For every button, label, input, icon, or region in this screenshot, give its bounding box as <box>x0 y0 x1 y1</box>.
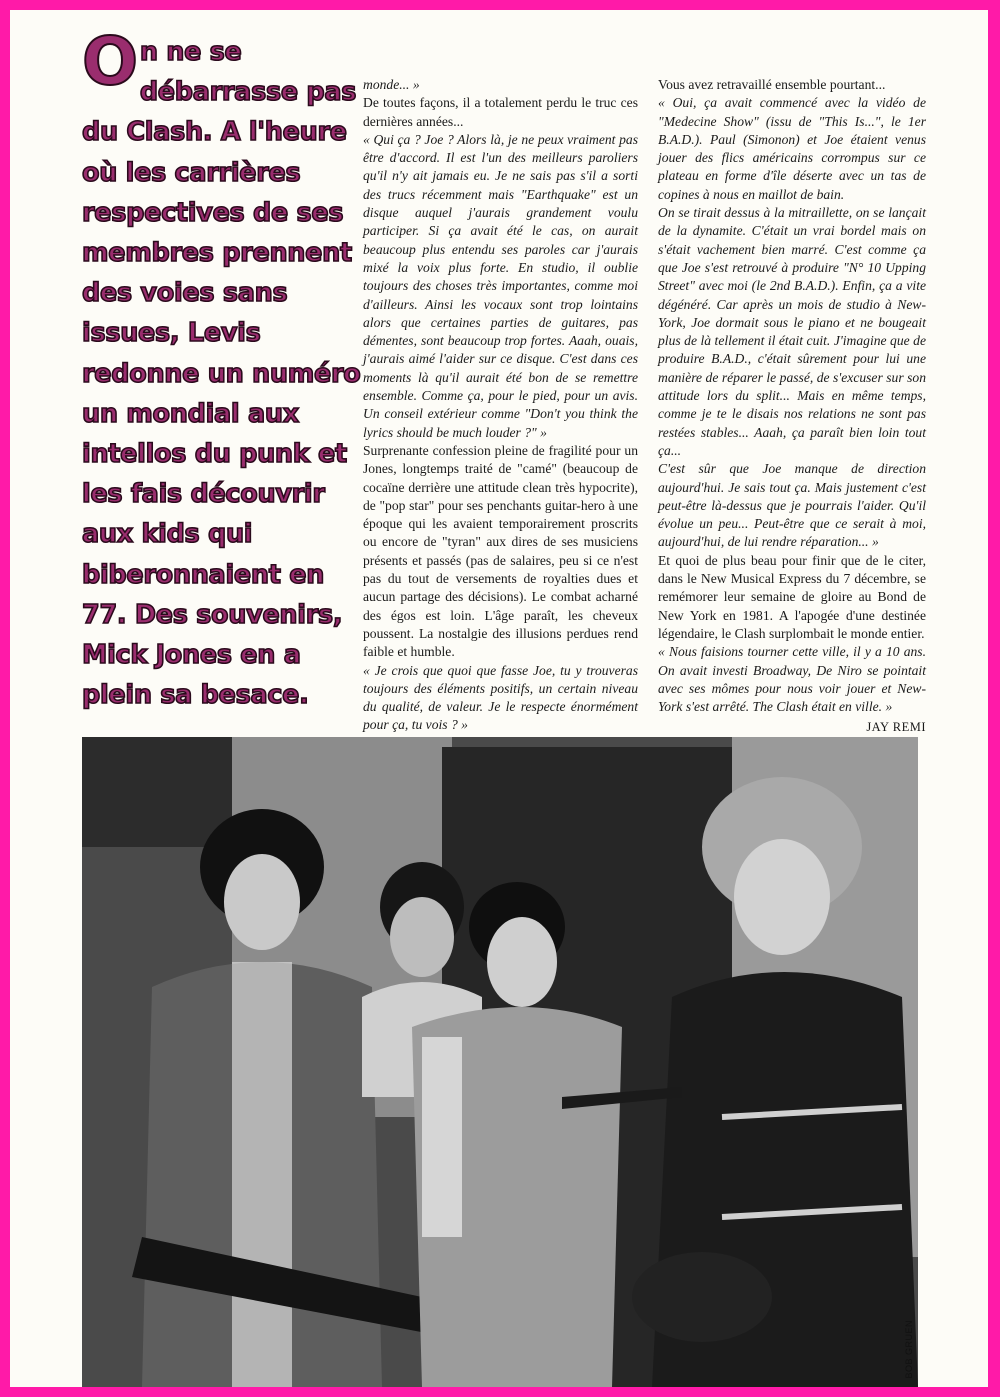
person-2-face <box>390 897 454 977</box>
person-3-face <box>487 917 557 1007</box>
col2-paragraph-6: « Nous faisions tourner cette ville, il y a 10 ans. On avait investi Broadway, De Niro se pointait avec ses mômes pour nous voir jouer et New-York s'est arrêté. The Clash était en ville. » <box>658 644 926 715</box>
col2-paragraph-1: Vous avez retravaillé ensemble pourtant... <box>658 77 886 92</box>
col1-paragraph-3: « Qui ça ? Joe ? Alors là, je ne peux vraiment pas être d'accord. Il est l'un des meilleurs paroliers qu'il n'y ait jamais eu. Je ne sais pas s'il a sorti des trucs récemment mais "Earthquake" est un disque auquel j'aurais grandement voulu participer. Si ça avait été le cas, on aurait beaucoup plus entendu ses paroles car j'aurais mixé la voix plus forte. En studio, il oublie toujours des choses très importantes, comme moi d'ailleurs. Ainsi les vocaux sont trop lointains alors que certaines parties de guitares, pas démentes, sont beaucoup trop fortes. Aaah, ouais, j'aurais aimé l'aider sur ce disque. C'est dans ces moments là qu'il aurait été bon de se remettre ensemble. Comme ça, pour le pied, pour un avis. Un conseil extérieur comme "Don't you think the lyrics should be much louder ?" » <box>363 131 638 440</box>
band-photo-illustration <box>82 737 918 1387</box>
guitar-right-body <box>632 1252 772 1342</box>
col2-paragraph-2: « Oui, ça avait commencé avec la vidéo de "Medecine Show" (issu de "This Is...", le 1er B.A.D.). Paul (Simonon) et Joe étaient venus jouer des flics américains corrompus sur ce plateau en forme d'île déserte avec un tas de copines à nous en maillot de bain. <box>658 95 926 202</box>
text-column-2 <box>658 76 926 737</box>
col1-paragraph-4: Surprenante confession pleine de fragilité pour un Jones, longtemps traité de "camé" (beaucoup de cocaïne derrière une attitude clean très hypocrite), de "pop star" pour ses penchants guitar-hero à une époque qui les avaient temporairement proscrits ou encore de "tyran" aux dires de ses musiciens présents et passés (pas de salaires, peu si ce n'est pas du tout de versements de royalties dues et aucun partage des décisions). Le combat acharné des égos est loin. L'âge paraît, les cheveux poussent. La nostalgie des illusions perdues rend faible et humble. <box>363 442 638 660</box>
magazine-page <box>10 10 988 1387</box>
band-photo <box>82 737 918 1387</box>
col2-paragraph-4: C'est sûr que Joe manque de direction aujourd'hui. Je sais tout ça. Mais justement c'est peut-être là-dessus que je pourrais l'aider. Qu'il évolue un peu... Peut-être que ce serait à moi, aujourd'hui, de lui rendre réparation... » <box>658 461 926 550</box>
intro-headline <box>82 23 367 715</box>
col1-paragraph-2: De toutes façons, il a totalement perdu le truc ces dernières années... <box>363 95 638 129</box>
author-signature: JAY REMI <box>866 720 926 735</box>
person-4-face <box>734 839 830 955</box>
intro-text: n ne se débarrasse pas du Clash. A l'heure où les carrières respectives de ses membres prennent des voies sans issues, Levis redonne un numéro un mondial aux intellos du punk et les fais découvrir aux kids qui biberonnaient en 77. Des souvenirs, Mick Jones en a plein sa besace. <box>82 37 361 711</box>
photo-credit: BOB GRUEN <box>904 1320 914 1379</box>
col2-paragraph-3: On se tirait dessus à la mitraillette, on se lançait de la dynamite. C'était un vrai bordel mais on s'était vachement bien marré. C'est comme ça que Joe s'est retrouvé à produire "N° 10 Upping Street" avec moi (le 2nd B.A.D.). Enfin, ça a vite dégénéré. Car après un mois de studio à New-York, Joe dormait sous le piano et ne bougeait plus de là tellement il était cuit. J'imagine que de produire B.A.D., c'était sûrement pour lui une manière de réparer le passé, de s'excuser sur son attitude lors du split... Mais en même temps, comme je te le disais nos relations ne sont pas restées stables... Aaah, ça paraît bien loin tout ça... <box>658 205 926 458</box>
photo-window <box>82 737 232 847</box>
text-column-1 <box>363 76 638 735</box>
col1-paragraph-1: monde... » <box>363 77 420 92</box>
person-3-arm <box>422 1037 462 1237</box>
person-1-face <box>224 854 300 950</box>
drop-cap: O <box>82 23 138 100</box>
person-1-shirt <box>232 962 292 1387</box>
col2-paragraph-5: Et quoi de plus beau pour finir que de le citer, dans le New Musical Express du 7 décembre, se remémorer leur semaine de gloire au Bond de New York en 1981. A l'apogée d'une destinée légendaire, le Clash surplombait le monde entier. <box>658 552 926 641</box>
col1-paragraph-5: « Je crois que quoi que fasse Joe, tu y trouveras toujours des éléments positifs, un certain niveau du qualité, de valeur. Je le respecte énormément pour ça, tu vois ? » <box>363 662 638 733</box>
